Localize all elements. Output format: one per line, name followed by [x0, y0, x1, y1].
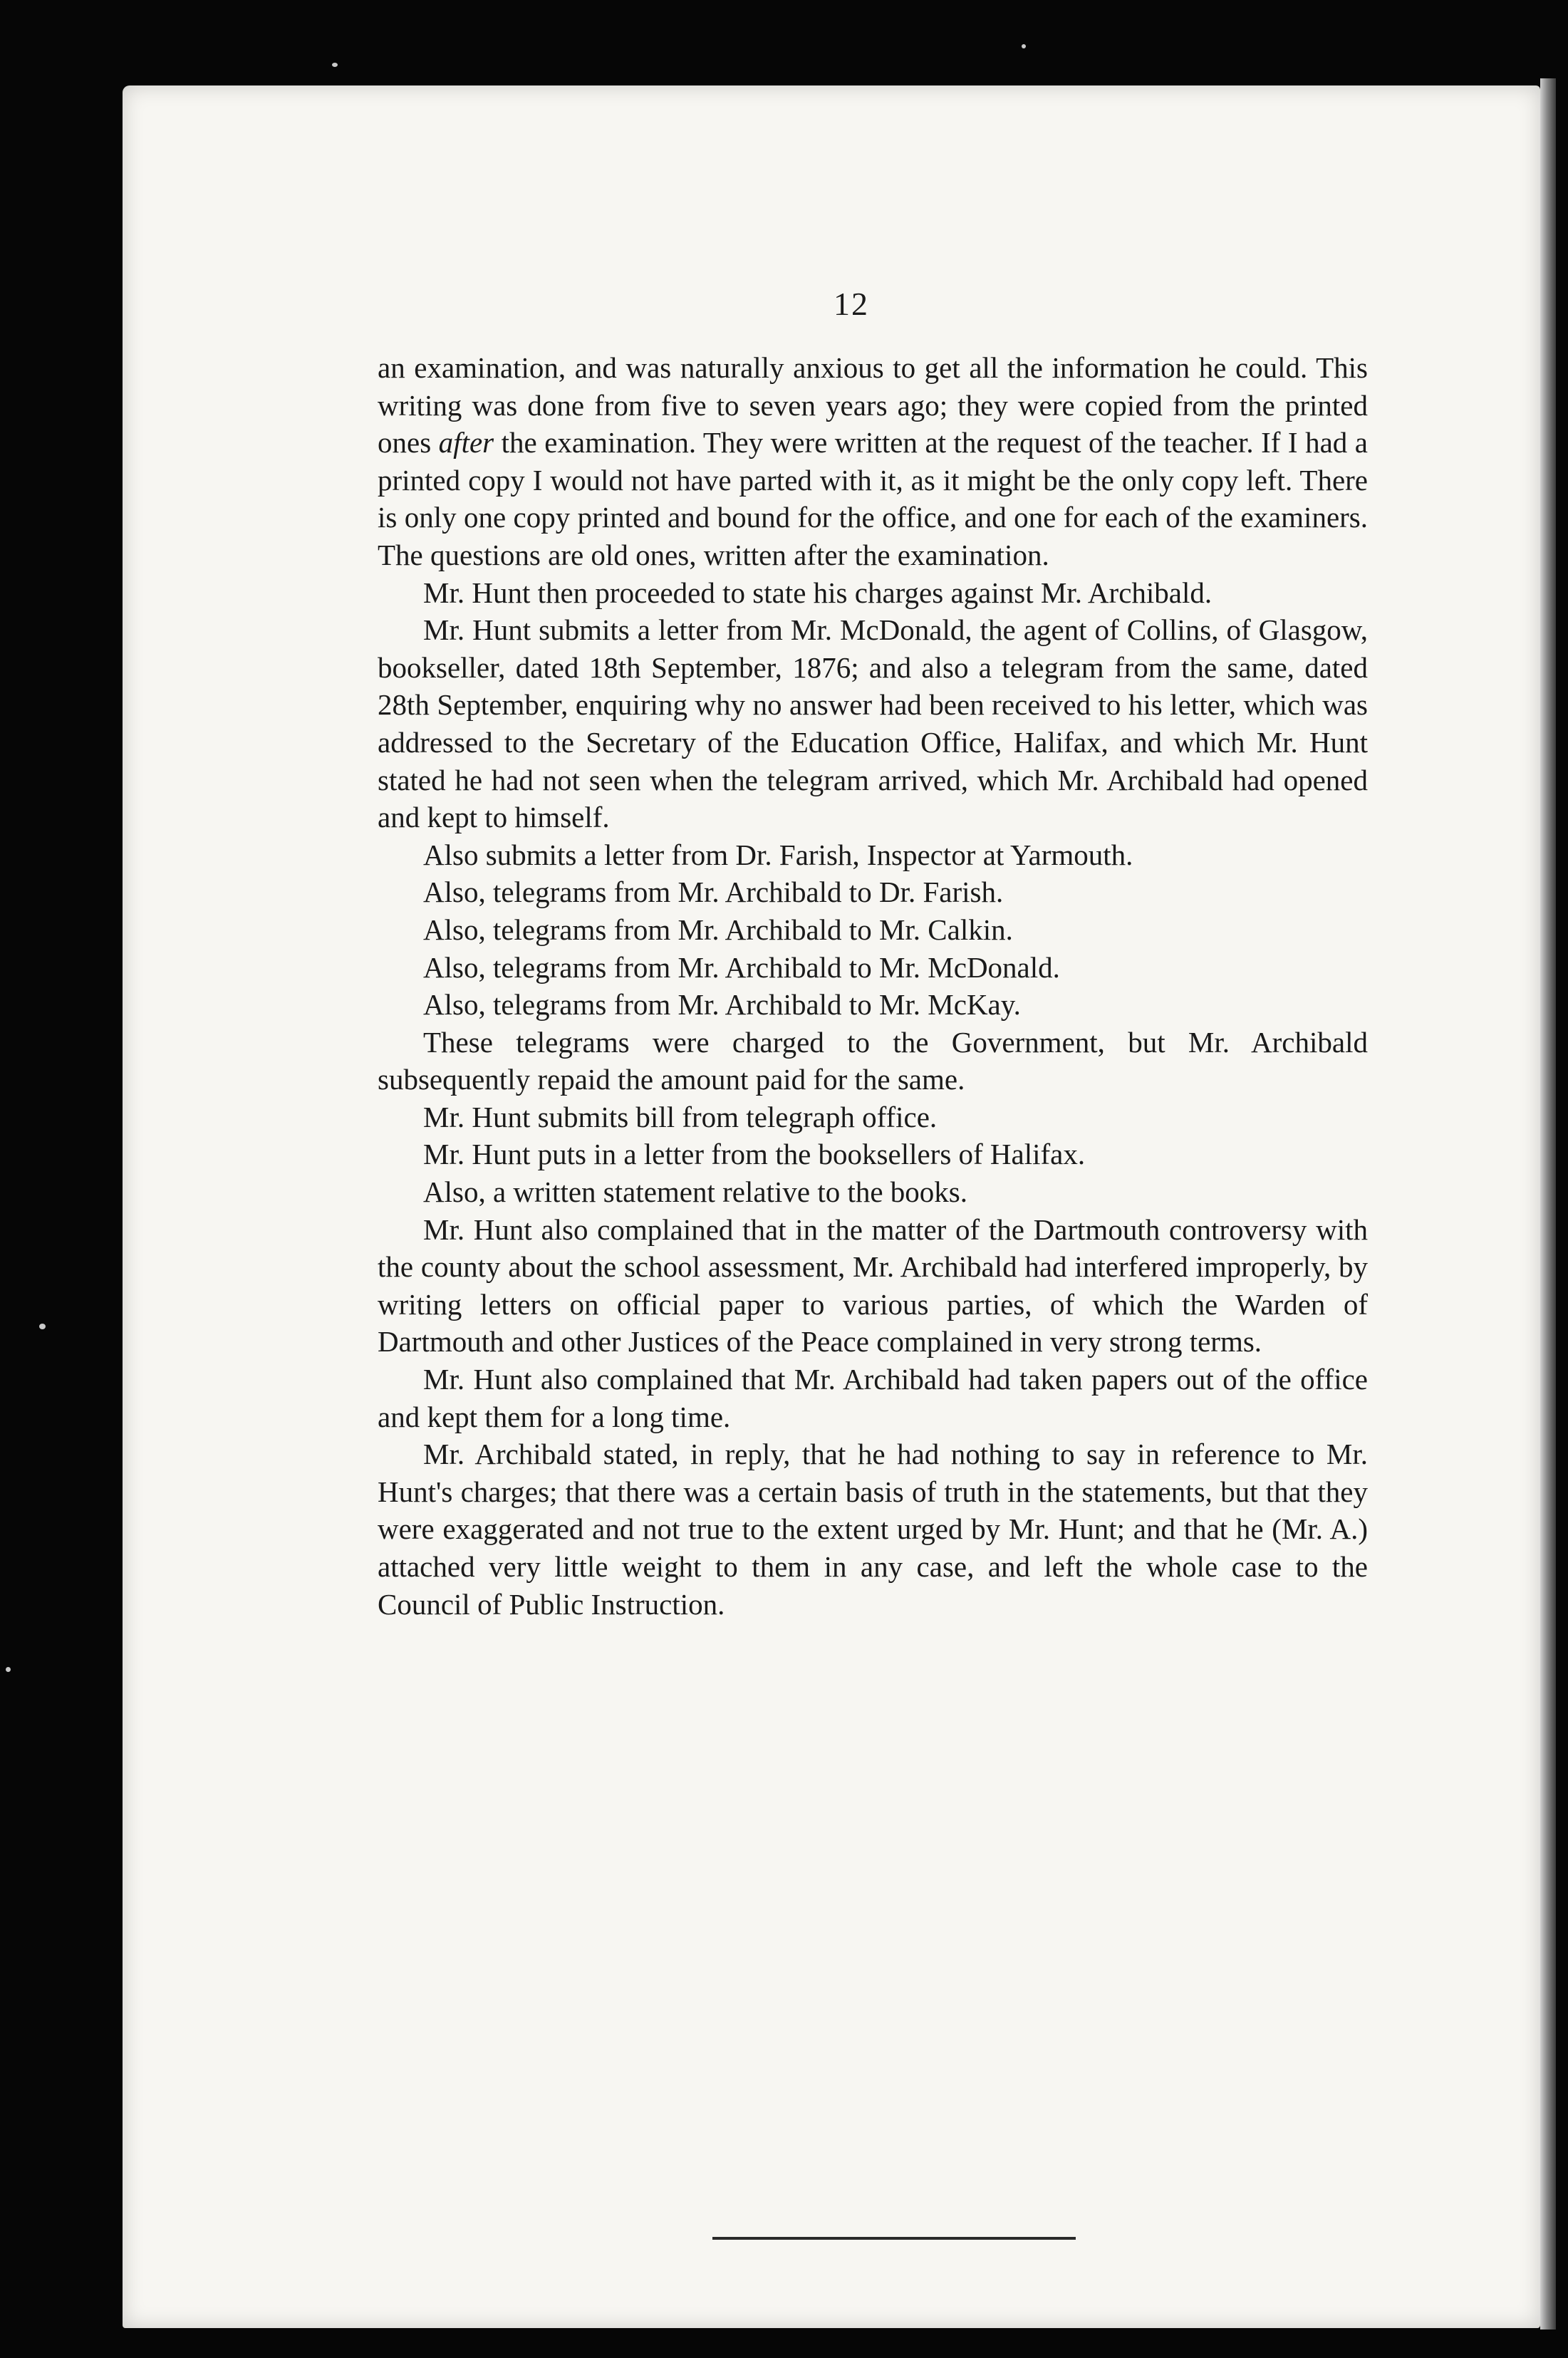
paragraph: Also, telegrams from Mr. Archibald to Mr. Calkin. — [423, 913, 1013, 946]
paragraph: Mr. Hunt submits a letter from Mr. McDonald, the agent of Collins, of Glasgow, bookseller, dated 18th September, 1876; and also a telegram from the same, dated 28th September, enquiring why no answer had been received to his letter, which was addressed to the Secretary of the Education Office, Halifax, and which Mr. Hunt stated he had not seen when the telegram arrived, which Mr. Archibald had opened and kept to himself. — [378, 613, 1368, 834]
scan-speck — [332, 63, 338, 67]
paragraph: Mr. Hunt also complained that in the matter of the Dartmouth controversy with the county about the school assessment, Mr. Archibald had interfered improperly, by writing letters on official paper to various parties, of which the Warden of Dartmouth and other Justices of the Peace complained in very strong terms. — [378, 1212, 1368, 1359]
paragraph: Mr. Hunt puts in a letter from the booksellers of Halifax. — [423, 1138, 1086, 1171]
scan-speck — [6, 1667, 11, 1672]
paragraph: Mr. Hunt also complained that Mr. Archibald had taken papers out of the office and kept them for a long time. — [378, 1363, 1368, 1433]
paragraph: Also, telegrams from Mr. Archibald to Dr. Farish. — [423, 876, 1004, 909]
scan-speck — [1022, 44, 1026, 48]
paragraph-continuation — [378, 349, 1368, 574]
page-number: 12 — [834, 286, 869, 322]
paragraph: Mr. Hunt then proceeded to state his charges against Mr. Archibald. — [423, 576, 1213, 609]
paragraph-text: an examination, and was naturally anxious to get all the information he could. This writing was done from five to seven years ago; they were copied from the printed ones — [378, 351, 1368, 459]
closing-rule — [712, 2237, 1076, 2240]
scan-speck — [39, 1324, 46, 1329]
page-body — [378, 349, 1368, 1623]
paragraph: Also, telegrams from Mr. Archibald to Mr. McKay. — [423, 988, 1021, 1022]
paragraph: Also, telegrams from Mr. Archibald to Mr. McDonald. — [423, 950, 1060, 984]
page-edge — [1540, 78, 1556, 2330]
paragraph: Also, a written statement relative to the books. — [423, 1175, 968, 1209]
paragraph: These telegrams were charged to the Government, but Mr. Archibald subsequently repaid the amount paid for the same. — [378, 1025, 1368, 1096]
emphasized-word: after — [438, 426, 494, 459]
paragraph: Also submits a letter from Dr. Farish, Inspector at Yarmouth. — [423, 838, 1133, 871]
paragraph: Mr. Archibald stated, in reply, that he had nothing to say in reference to Mr. Hunt's charges; that there was a certain basis of truth in the statements, but that they were exaggerated and not true to the extent urged by Mr. Hunt; and that he (Mr. A.) attached very little weight to them in any case, and left the whole case to the Council of Public Instruction. — [378, 1438, 1368, 1621]
paragraph-text: the examination. They were written at the request of the teacher. If I had a printed copy I would not have parted with it, as it might be the only copy left. There is only one copy printed and bound for the office, and one for each of the examiners. The questions are old ones, written after the examination. — [378, 426, 1368, 571]
paragraph: Mr. Hunt submits bill from telegraph office. — [423, 1100, 938, 1133]
